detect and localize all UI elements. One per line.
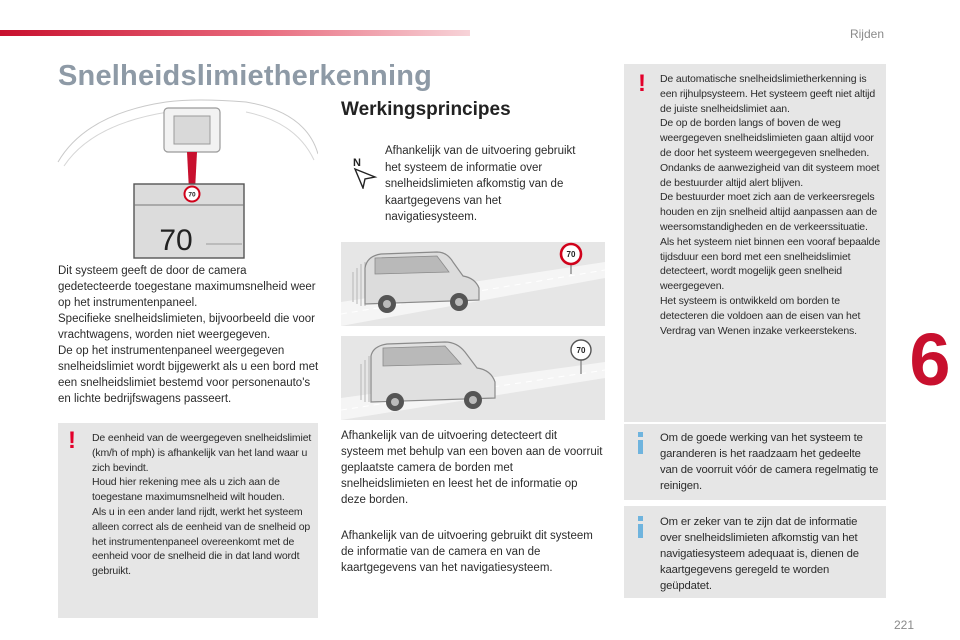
- info-box-map-update-text: Om er zeker van te zijn dat de informatie over snelheidslimieten afkomstig van het navigatiesysteem adequaat is, dienen de kaartgegevens geregeld te worden geüpdatet.: [660, 516, 859, 592]
- page-number: 221: [893, 618, 914, 632]
- warning-box-unit-text: De eenheid van de weergegeven snelheidslimiet (km/h of mph) is afhankelijk van het land waar u zich bevindt. Houd hier rekening mee als u zich aan de toegestane maximumsnelheid wilt houden. Als u in een ander land rijdt, werkt het systeem alleen correct als de eenheid van de snelheid op het instrumentenpaneel overeenkomt met de eenheid voor de snelheid die in dat land wordt gebruikt.: [92, 432, 312, 578]
- dashboard-camera-illustration: [56, 84, 318, 260]
- chapter-tab: [900, 300, 960, 420]
- warning-icon: !: [638, 70, 646, 97]
- intro-paragraph: Dit systeem geeft de door de camera gedetecteerde toegestane maximumsnelheid weer op het instrumentenpaneel. Specifieke snelheidslimieten, bijvoorbeeld die voor vrachtwagens, worden niet weergegeven. De op het instrumentenpaneel weergegeven snelheidslimiet wordt bijgewerkt als u een bord met een snelheidslimiet bestemd voor personenauto's en lichte bedrijfswagens passeert.: [58, 265, 319, 405]
- navigation-north-icon: [351, 155, 379, 189]
- dashboard-display-value: 70: [159, 224, 193, 257]
- camera-nav-paragraph: Afhankelijk van de uitvoering gebruikt dit systeem de informatie van de camera en van de kaartgegevens van het navigatiesysteem.: [341, 530, 593, 574]
- van1-sign-value: 70: [566, 250, 576, 259]
- van-illustration-1: [341, 242, 605, 326]
- van-illustration-2: [341, 336, 605, 420]
- info-box-cleaning: [624, 424, 886, 500]
- warning-box-unit: [58, 423, 318, 618]
- van2-sign-value: 70: [576, 346, 586, 355]
- warning-icon: !: [68, 427, 76, 454]
- nav-icon-letter: N: [353, 157, 361, 169]
- warning-box-driver-aid-text: De automatische snelheidslimietherkenning is een rijhulpsysteem. Het systeem geeft niet altijd de juiste snelheidslimiet aan. De op de borden langs of boven de weg weergegeven snelheidslimieten gaan altijd voor de door het systeem weergegeven snelheden. Ondanks de aanwezigheid van dit systeem moet de bestuurder altijd alert blijven. De bestuurder moet zich aan de verkeersregels houden en zijn snelheid altijd aanpassen aan de weersomstandigheden en de verkeerssituatie. Als het systeem niet binnen een vooraf bepaalde tijdsduur een bord met een snelheidslimiet detecteert, wordt mogelijk geen snelheid weergegeven. Het systeem is ontwikkeld om borden te detecteren die voldoen aan de eisen van het Verdrag van Wenen inzake verkeerstekens.: [660, 73, 881, 337]
- chapter-number: 6: [909, 318, 951, 401]
- section-heading: Werkingsprincipes: [341, 99, 511, 120]
- info-box-map-update: [624, 506, 886, 598]
- camera-paragraph: Afhankelijk van de uitvoering detecteert dit systeem met behulp van een boven aan de voorruit geplaatste camera de borden met snelheidslimieten en leest het de informatie op deze borden.: [341, 430, 603, 506]
- navigation-paragraph: Afhankelijk van de uitvoering gebruikt het systeem de informatie over snelheidslimieten afkomstig van de kaartgegevens van het navigatiesysteem.: [385, 145, 576, 223]
- section-label: Rijden: [849, 27, 884, 41]
- dashboard-sign-value: 70: [188, 191, 196, 199]
- header-accent-bar: [0, 30, 470, 36]
- info-box-cleaning-text: Om de goede werking van het systeem te garanderen is het raadzaam het gedeelte van de voorruit vóór de camera regelmatig te reinigen.: [660, 432, 879, 492]
- warning-box-driver-aid: [624, 64, 886, 422]
- page-title: Snelheidslimietherkenning: [58, 60, 433, 92]
